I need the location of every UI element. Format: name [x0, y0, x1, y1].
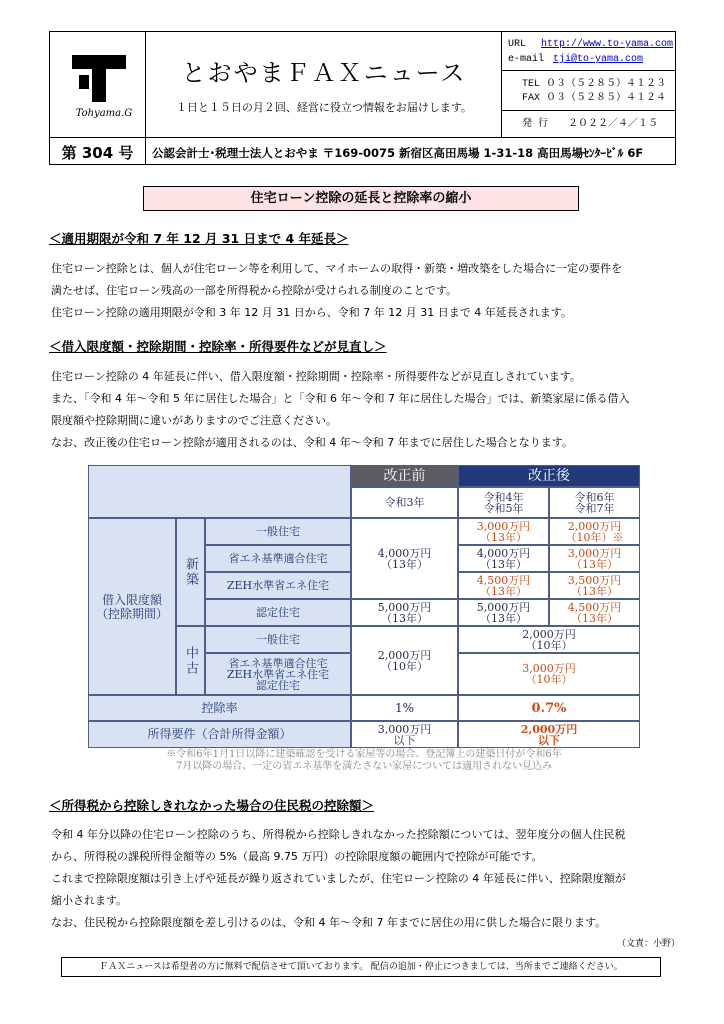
value-cell	[458, 653, 640, 695]
value-line: 3,000万円	[567, 546, 622, 560]
label-line: 省エネ基準適合住宅	[228, 656, 328, 670]
value-line: （13年）	[571, 557, 618, 571]
footnote-line: ※令和6年1月1日以降に建築確認を受ける家屋等の場合、登記簿上の建築日付が令和6年	[166, 749, 562, 760]
value-line: 5,000万円	[377, 600, 432, 614]
value-line: （13年）	[381, 557, 428, 571]
logo-icon-stem	[79, 75, 89, 89]
paragraph-line: 住宅ローン控除の適用期限が令和 3 年 12 月 31 日から、令和 7 年 12 月 31 日まで 4 年延長されます。	[51, 306, 572, 319]
value-line: 4,500万円	[476, 573, 531, 587]
new-build-label: 新築	[176, 518, 205, 626]
value-cell	[549, 572, 640, 599]
value-line: 2,000万円	[567, 519, 622, 533]
section-heading: ＜所得税から控除しきれなかった場合の住民税の控除額＞	[49, 798, 375, 813]
value-cell	[458, 572, 549, 599]
label-line: ZEH水準省エネ住宅	[226, 667, 330, 681]
value-line: 4,000万円	[377, 546, 432, 560]
table-footnote	[88, 749, 640, 773]
table-corner	[88, 465, 351, 518]
label-line: 認定住宅	[256, 678, 300, 692]
paragraph-line: また、「令和 4 年～令和 5 年に居住した場合」と「令和 6 年～令和 7 年に居住した場合」では、新築家屋に係る借入	[51, 392, 630, 405]
issued-label: 発 行	[522, 119, 549, 130]
rate-after: 0.7%	[458, 695, 640, 721]
value-cell	[458, 518, 549, 545]
value-line: （13年）	[571, 584, 618, 598]
paragraph-line: 令和 4 年分以降の住宅ローン控除のうち、所得税から控除しきれなかった控除額については、翌年度分の個人住民税	[51, 828, 626, 841]
firm-address: 公認会計士･税理士法人とおやま 〒169-0075 新宿区高田馬場 1-31-18 高田馬場ｾﾝﾀｰﾋﾞﾙ 6F	[152, 146, 644, 160]
tel-number: TEL ０３（５２８５）４１２３	[522, 79, 667, 90]
paragraph-line: なお、住民税から控除限度額を差し引けるのは、令和 4 年～令和 7 年までに居住の用に供した場合に限ります。	[51, 916, 607, 929]
value-cell	[549, 545, 640, 572]
rate-before: 1%	[351, 695, 458, 721]
row-general: 一般住宅	[205, 518, 351, 545]
value-cell	[458, 545, 549, 572]
paragraph-line: 住宅ローン控除とは、個人が住宅ローン等を利用して、マイホームの取得・新築・増改築をした場合に一定の要件を	[51, 262, 623, 275]
paragraph-line: 住宅ローン控除の 4 年延長に伴い、借入限度額・控除期間・控除率・所得要件などが見直しされています。	[51, 370, 581, 383]
value-line: 以下	[538, 733, 560, 747]
value-cell	[351, 599, 458, 626]
income-after	[458, 721, 640, 748]
row-used-general: 一般住宅	[205, 626, 351, 653]
value-cell	[549, 518, 640, 545]
newsletter-title: とおやまＦＡＸニュース	[181, 59, 467, 87]
row-used-other	[205, 653, 351, 695]
issue-number: 第 304 号	[61, 144, 134, 162]
logo-icon	[72, 55, 126, 69]
value-line: 3,500万円	[567, 573, 622, 587]
header-after: 改正後	[458, 465, 640, 487]
section-heading: ＜借入限度額・控除期間・控除率・所得要件などが見直し＞	[49, 339, 387, 354]
email-link[interactable]: tji@to-yama.com	[553, 54, 644, 65]
section-body	[51, 824, 681, 934]
value-line: （10年）	[381, 659, 428, 673]
paragraph-line: これまで控除限度額は引き上げや延長が繰り返されていましたが、住宅ローン控除の 4 年延長に伴い、控除限度額が	[51, 872, 626, 885]
article-title: 住宅ローン控除の延長と控除率の縮小	[143, 186, 579, 211]
value-line: 4,500万円	[567, 600, 622, 614]
value-line: 2,000万円	[520, 722, 578, 736]
contact-divider	[502, 110, 676, 111]
footnote-line: 7月以降の場合、一定の省エネ基準を満たさない家屋については適用されない見込み	[175, 761, 553, 772]
url-link[interactable]: http://www.to-yama.com	[541, 39, 674, 50]
value-cell	[549, 599, 640, 626]
subheader-r4-r5	[458, 487, 549, 518]
paragraph-line: なお、改正後の住宅ローン控除が適用されるのは、令和 4 年～令和 7 年までに居住した場合となります。	[51, 436, 573, 449]
paragraph-line: 縮小されます。	[51, 894, 128, 907]
author-credit: （文責：小野）	[616, 939, 680, 949]
section-body	[51, 366, 681, 454]
label-line: 借入限度額	[101, 592, 162, 607]
value-line: （13年）	[571, 611, 618, 625]
subheader-line: 令和6年	[574, 490, 615, 504]
fax-number: FAX ０３（５２８５）４１２４	[522, 93, 667, 104]
value-line: 4,000万円	[476, 546, 531, 560]
subheader-line: 令和7年	[574, 501, 615, 515]
subheader-r3: 令和3年	[351, 487, 458, 518]
logo-icon-stem	[92, 69, 106, 102]
value-line: （13年）	[381, 611, 428, 625]
contact-divider	[502, 70, 676, 71]
label-line: （控除期間）	[95, 606, 168, 621]
value-line: （13年）	[480, 557, 527, 571]
paragraph-line: から、所得税の課税所得金額等の 5%（最高 9.75 万円）の控除限度額の範囲内で控除が可能です。	[51, 850, 543, 863]
borrowing-limit-label	[88, 518, 176, 695]
value-line: （13年）	[480, 584, 527, 598]
value-line: （13年）	[480, 530, 527, 544]
value-line: 3,000万円	[522, 662, 576, 675]
value-line: （13年）	[480, 611, 527, 625]
subheader-line: 令和4年	[483, 490, 524, 504]
value-cell	[458, 599, 549, 626]
value-line: 5,000万円	[476, 600, 531, 614]
footer-notice: ＦＡＸニュースは希望者の方に無料で配信させて頂いております。 配信の追加・停止につきましては、当所までご連絡ください。	[61, 957, 661, 977]
logo-signature: Tohyama.G	[75, 108, 133, 119]
value-line: （10年）	[525, 673, 573, 686]
value-line: （10年）	[525, 638, 573, 652]
value-line: 3,000万円	[476, 519, 531, 533]
used-label: 中古	[176, 626, 205, 695]
income-before	[351, 721, 458, 748]
subheader-r6-r7	[549, 487, 640, 518]
value-cell	[351, 626, 458, 695]
paragraph-line: 限度額や控除期間に違いがありますのでご注意ください。	[51, 414, 337, 427]
paragraph-line: 満たせば、住宅ローン残高の一部を所得税から控除が受けられる制度のことです。	[51, 284, 457, 297]
email-label: e-mail	[508, 54, 545, 65]
value-line: 以下	[393, 733, 416, 747]
subheader-line: 令和5年	[483, 501, 524, 515]
url-label: URL	[508, 39, 527, 50]
value-line: 3,000万円	[377, 722, 432, 736]
value-line: （10年）※	[565, 530, 624, 544]
issued-date: ２０２２／４／１５	[568, 119, 658, 130]
row-zeh: ZEH水準省エネ住宅	[205, 572, 351, 599]
value-cell	[458, 626, 640, 653]
value-cell	[351, 518, 458, 599]
header-before: 改正前	[351, 465, 458, 487]
section-body	[51, 258, 681, 324]
row-certified: 認定住宅	[205, 599, 351, 626]
value-line: 2,000万円	[522, 627, 576, 641]
value-line: 2,000万円	[377, 648, 432, 662]
rate-label: 控除率	[88, 695, 351, 721]
section-heading: ＜適用期限が令和 7 年 12 月 31 日まで 4 年延長＞	[49, 231, 349, 246]
newsletter-subtitle: １日と１５日の月２回、経営に役立つ情報をお届けします。	[175, 101, 473, 114]
income-label: 所得要件（合計所得金額）	[88, 721, 351, 748]
row-eco: 省エネ基準適合住宅	[205, 545, 351, 572]
